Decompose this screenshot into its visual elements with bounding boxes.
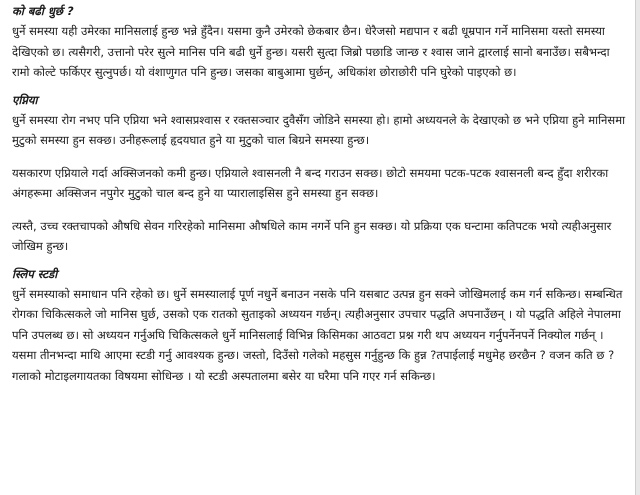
- paragraph: त्यस्तै, उच्च रक्तचापको औषधि सेवन गरिरहेको मानिसमा औषधिले काम नगर्ने पनि हुन सक्छ। यो प्रक्रिया एक घन्टामा कतिपटक भयो त्यहीअनुसार जोखिम हुन्छ।: [12, 218, 612, 253]
- paragraph: यसकारण एप्नियाले गर्दा अक्सिजनको कमी हुन्छ। एप्नियाले श्वासनली नै बन्द गराउन सक्छ। छोटो समयमा पटक-पटक श्वासनली बन्द हुँदा शरीरका अंगहरूमा अक्सिजन नपुगेर मुटुको चाल बन्द हुने या प्यारालाइसिस हुने समस्या हुन सक्छ।: [12, 165, 609, 200]
- section-heading: स्लिप स्टडी: [12, 266, 58, 281]
- section-sleep-study: [12, 267, 628, 387]
- scrollbar-edge[interactable]: [635, 0, 640, 495]
- section-heading: को बढी धुर्छ ?: [12, 4, 74, 18]
- paragraph: धुर्ने समस्या यही उमेरका मानिसलाई हुन्छ भन्ने हुँदैन। यसमा कुनै उमेरको छेकबार छैन। धेरैजसो मद्यपान र बढी धूम्रपान गर्ने मानिसमा यस्तो समस्या देखिएको छ। त्यसैगरी, उत्तानो परेर सुत्ने मानिस पनि बढी धुर्ने हुन्छ। यसरी सुत्दा जिब्रो पछाडि जान्छ र श्वास जाने द्वारलाई सानो बनाउँछ। सबैभन्दा रामो कोल्टे फर्किएर सुत्नुपर्छ। यो वंशाणुगत पनि हुन्छ। जसका बाबुआमा घुर्छन्, अधिकांश छोराछोरी पनि घुरेको पाइएको छ।: [12, 24, 610, 79]
- section-heading: एप्निया: [12, 92, 38, 107]
- section-apnea: [12, 93, 628, 257]
- paragraph: धुर्ने समस्याको समाधान पनि रहेको छ। धुर्ने समस्यालाई पूर्ण नधुर्ने बनाउन नसके पनि यसबाट उत्पन्न हुन सक्ने जोखिमलाई कम गर्न सकिन्छ। सम्बन्धित रोगका चिकित्सकले जो मानिस घुर्छ, उसको एक रातको सुताइको अध्ययन गर्छन्। त्यहीअनुसार उपचार पद्धति अपनाउँछन् । यो पद्धति अहिले नेपालमा पनि उपलब्ध छ। सो अध्ययन गर्नुअघि चिकित्सकले धुर्ने मानिसलाई विभिन्न किसिमका आठवटा प्रश्न गरी थप अध्ययन गर्नुपर्नेनपर्ने निक्योल गर्छन् । यसमा तीनभन्दा माथि आएमा स्टडी गर्नु आवश्यक हुन्छ। जस्तो, दिउँसो गलेको महसुस गर्नुहुन्छ कि हुन्न ?तपाईलाई मधुमेह छरछैन ? वजन कति छ ? गलाको मोटाइलगायतका विषयमा सोधिन्छ । यो स्टडी अस्पतालमा बसेर या घरैमा पनि गएर गर्न सकिन्छ।: [12, 286, 623, 383]
- section-who-snores: [12, 4, 628, 83]
- paragraph: धुर्ने समस्या रोग नभए पनि एप्निया भने श्वासप्रश्वास र रक्तसञ्चार दुवैसँग जोडिने समस्या हो। हामो अध्ययनले के देखाएको छ भने एप्निया हुने मानिसमा मुटुको समस्या हुन सक्छ। उनीहरूलाई हृदयघात हुने या मुटुको चाल बिग्रने समस्या हुन्छ।: [12, 112, 626, 147]
